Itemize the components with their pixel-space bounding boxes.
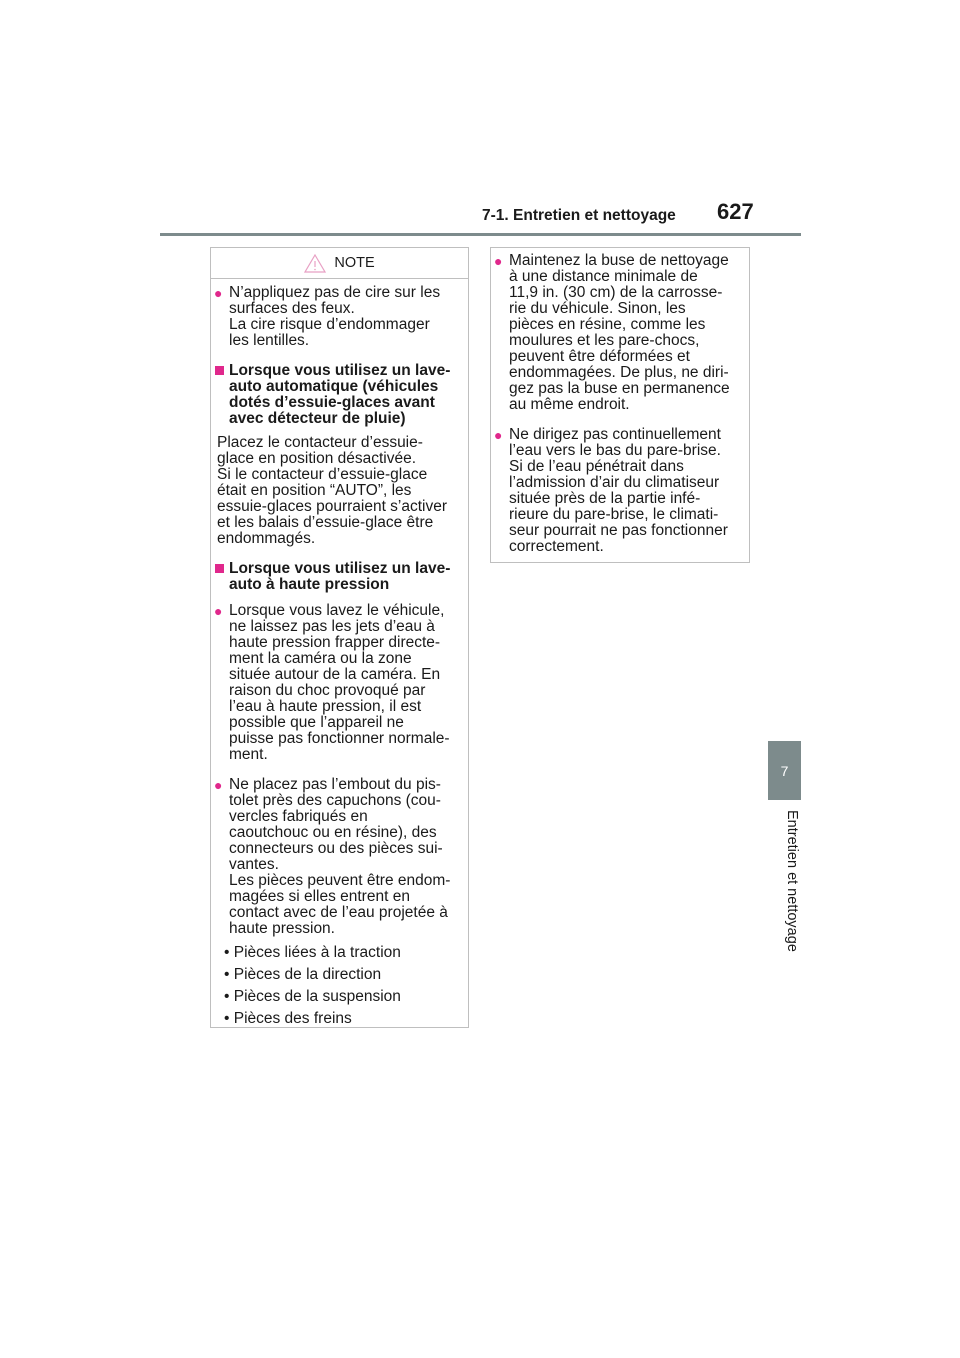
note-item: ● Maintenez la buse de nettoyage à une distance minimale de 11,9 in. (30 cm) de la carrosse- rie du véhicule. Sinon, les pièces en résine, comme les moulures et les pare-chocs, peuvent être déformées et endommagées. De plus, ne diri- gez pas la buse en permanence au même endroit. <box>494 252 730 413</box>
list-item: • Pièces liées à la traction <box>224 944 401 961</box>
chapter-number: 7 <box>780 762 789 779</box>
bullet-icon: ● <box>494 253 503 269</box>
bullet-icon: ● <box>214 777 223 793</box>
square-bullet-icon <box>215 564 224 573</box>
list-item: • Pièces de la direction <box>224 966 382 983</box>
note-header <box>211 248 468 279</box>
page-number: 627 <box>717 199 754 224</box>
header-rule <box>160 233 801 236</box>
section-heading: Lorsque vous utilisez un lave- auto à haute pression <box>217 561 462 593</box>
section-heading: Lorsque vous utilisez un lave- auto automatique (véhicules dotés d’essuie-glaces avant avec détecteur de pluie) <box>217 363 462 427</box>
list-item: • Pièces des freins <box>224 1010 352 1027</box>
note-item: ● Ne dirigez pas continuellement l’eau vers le bas du pare-brise. Si de l’eau pénétrait dans l’admission d’air du climatiseur située près de la partie infé- rieure du pare-brise, le climati- seur pourrait ne pas fonctionner correctement. <box>494 426 728 555</box>
chapter-tab <box>768 741 801 800</box>
square-bullet-icon <box>215 366 224 375</box>
section-title: 7-1. Entretien et nettoyage <box>482 207 676 224</box>
list-item: • Pièces de la suspension <box>224 988 401 1005</box>
bullet-icon: ● <box>214 603 223 619</box>
note-item: ● N’appliquez pas de cire sur les surfaces des feux. La cire risque d’endommager les lentilles. <box>214 284 441 349</box>
bullet-icon: ● <box>214 285 223 301</box>
note-item: ● Lorsque vous lavez le véhicule, ne laissez pas les jets d’eau à haute pression frapper directe- ment la caméra ou la zone située autour de la caméra. En raison du choc provoqué par l’eau à haute pression, il est possible que l’appareil ne puisse pas fonctionner normale- ment. <box>214 602 450 763</box>
warning-triangle-icon <box>304 254 326 273</box>
paragraph: Placez le contacteur d’essuie- glace en position désactivée. Si le contacteur d’essuie-glace était en position “AUTO”, les essuie-glaces pourraient s’activer et les balais d’essuie-glace être endommagés. <box>217 434 448 547</box>
note-item: ● Ne placez pas l’embout du pis- tolet près des capuchons (cou- vercles fabriqués en caoutchouc ou en résine), des connecteurs ou des pièces sui- vantes. Les pièces peuvent être endom- magées si elles entrent en contact avec de l’eau projetée à haute pression. <box>214 776 451 937</box>
note-label: NOTE <box>334 255 375 271</box>
note-box <box>210 247 469 1028</box>
bullet-icon: ● <box>494 427 503 443</box>
chapter-side-label: Entretien et nettoyage <box>784 810 800 952</box>
note-box-continued <box>490 247 750 563</box>
